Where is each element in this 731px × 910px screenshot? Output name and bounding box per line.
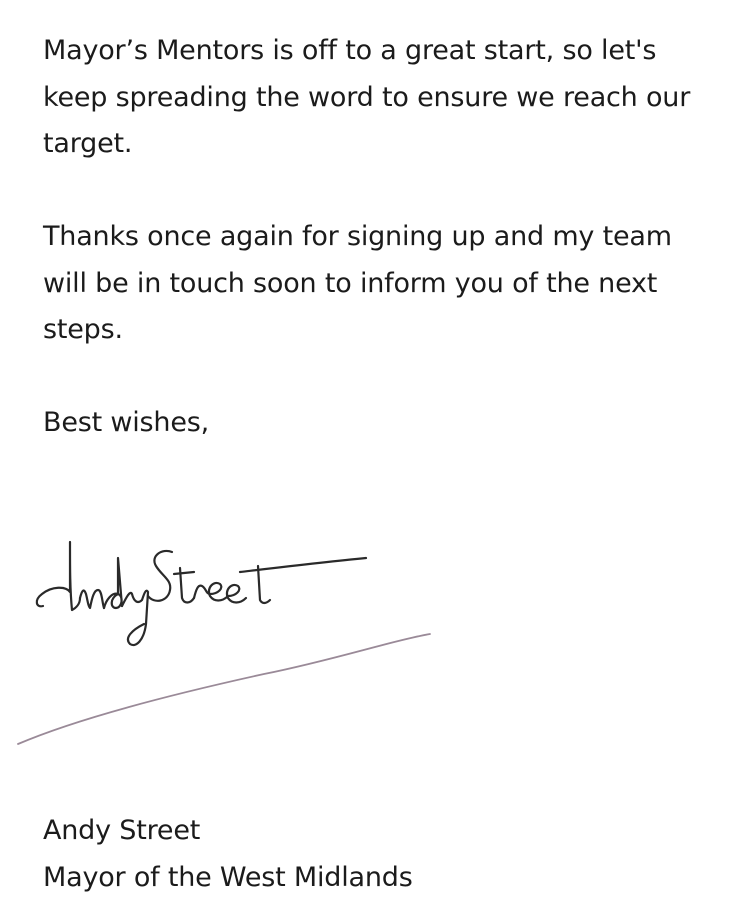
- signature-stroke: [194, 586, 210, 598]
- signature-stroke: [209, 583, 228, 601]
- paragraph-line: keep spreading the word to ensure we reach our: [43, 81, 691, 113]
- paragraph-line: will be in touch soon to inform you of the next: [43, 267, 658, 299]
- signature-stroke: [174, 572, 194, 574]
- signatory-name: Andy Street: [43, 815, 201, 846]
- signature-stroke: [240, 558, 366, 572]
- signature-stroke: [37, 542, 80, 610]
- signature-stroke: [258, 566, 270, 603]
- paragraph-line: steps.: [43, 314, 123, 345]
- paragraph-thanks: [43, 214, 723, 354]
- sign-off-block: [43, 808, 413, 901]
- signature-stroke: [80, 590, 104, 608]
- salutation-line: Best wishes,: [43, 407, 209, 438]
- closing-salutation: [43, 400, 723, 447]
- paragraph-progress: [43, 28, 723, 168]
- paragraph-line: Mayor’s Mentors is off to a great start, so let's: [43, 35, 657, 66]
- signature-stroke: [148, 551, 172, 601]
- letter-body: [43, 28, 723, 493]
- paragraph-line: Thanks once again for signing up and my team: [43, 221, 672, 252]
- signature-underline: [18, 634, 430, 744]
- paragraph-line: target.: [43, 128, 133, 159]
- handwritten-signature: [14, 528, 444, 753]
- signatory-title: Mayor of the West Midlands: [43, 861, 413, 893]
- signature-stroke: [227, 585, 246, 603]
- signature-stroke: [122, 591, 148, 645]
- signature-stroke: [104, 558, 122, 608]
